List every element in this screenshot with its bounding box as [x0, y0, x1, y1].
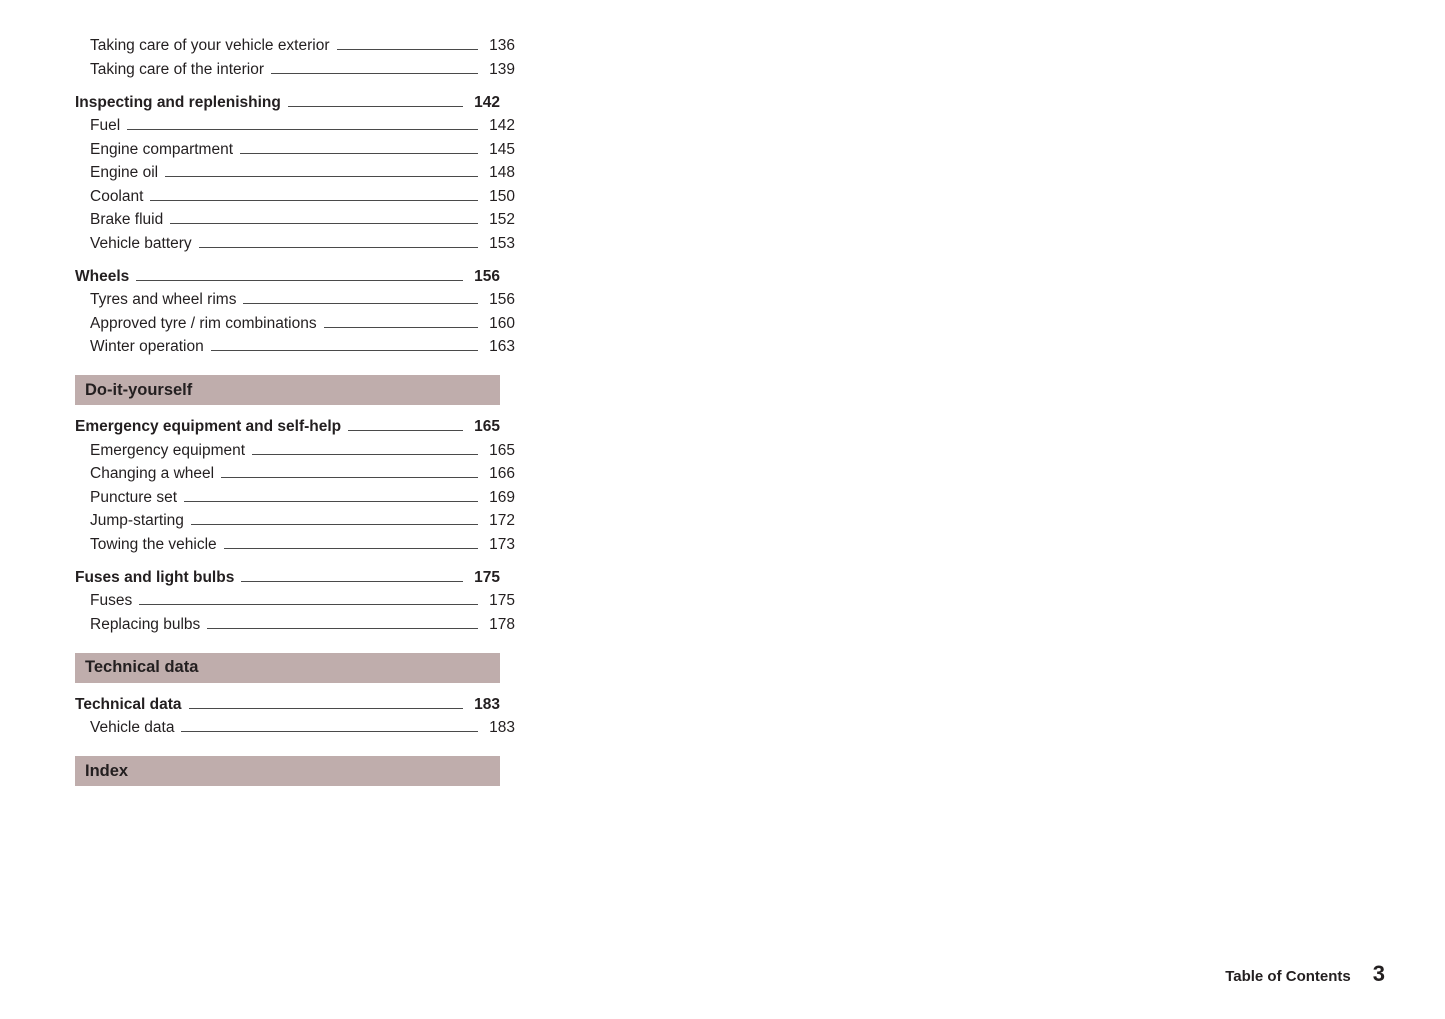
- leader-line: [191, 524, 478, 525]
- leader-line: [181, 731, 478, 732]
- leader-line: [139, 604, 478, 605]
- leader-line: [324, 327, 478, 328]
- toc-entry-page-number: 139: [489, 60, 515, 78]
- chapter-band: [75, 653, 500, 683]
- toc-sub-entry[interactable]: [75, 316, 515, 332]
- toc-entry-page-number: 165: [489, 441, 515, 459]
- chapter-band-label: Technical data: [85, 658, 199, 676]
- toc-sub-entry[interactable]: [75, 593, 515, 609]
- toc-sub-entry[interactable]: [75, 142, 515, 158]
- toc-entry-page-number: 142: [489, 117, 515, 134]
- toc-entry-label: Wheels: [75, 267, 130, 285]
- leader-line: [150, 200, 478, 201]
- toc-entry-page-number: 163: [489, 338, 515, 355]
- toc-entry-label: Inspecting and replenishing: [75, 93, 281, 111]
- chapter-band-label: Do-it-yourself: [85, 380, 193, 399]
- toc-sub-entry[interactable]: [75, 339, 515, 355]
- toc-entry-label: Vehicle data: [90, 719, 175, 736]
- toc-section-entry[interactable]: [75, 570, 500, 586]
- toc-sub-entry[interactable]: [75, 292, 515, 308]
- leader-line: [240, 153, 478, 154]
- toc-entry-label: Fuses and light bulbs: [75, 568, 235, 586]
- leader-line: [224, 548, 478, 549]
- toc-entry-label: Taking care of the interior: [90, 60, 265, 78]
- leader-line: [127, 129, 478, 130]
- leader-line: [252, 454, 478, 455]
- toc-entry-label: Engine oil: [90, 164, 159, 181]
- toc-entry-label: Towing the vehicle: [90, 535, 217, 553]
- toc-section-entry[interactable]: [75, 269, 500, 285]
- toc-entry-page-number: 183: [474, 695, 500, 713]
- chapter-band-label: Index: [85, 761, 129, 780]
- toc-entry-page-number: 145: [489, 140, 515, 158]
- toc-entry-label: Vehicle battery: [90, 234, 192, 252]
- toc-entry-page-number: 142: [474, 93, 500, 111]
- toc-sub-entry[interactable]: [75, 617, 515, 633]
- toc-sub-entry[interactable]: [75, 189, 515, 205]
- toc-section-entry[interactable]: [75, 697, 500, 713]
- leader-line: [165, 176, 478, 177]
- toc-sub-entry[interactable]: [75, 236, 515, 252]
- toc-entry-page-number: 156: [489, 291, 515, 308]
- toc-entry-page-number: 173: [489, 535, 515, 553]
- toc-sub-entry[interactable]: [75, 443, 515, 459]
- leader-line: [199, 247, 478, 248]
- toc-entry-page-number: 172: [489, 512, 515, 529]
- toc-entry-label: Brake fluid: [90, 211, 164, 228]
- leader-line: [337, 49, 478, 50]
- page-footer: [1225, 961, 1385, 987]
- footer-title: Table of Contents: [1225, 968, 1351, 985]
- toc-entry-page-number: 166: [489, 465, 515, 482]
- toc-entry-label: Emergency equipment and self-help: [75, 418, 342, 435]
- leader-line: [189, 708, 463, 709]
- toc-entry-label: Winter operation: [90, 338, 204, 355]
- toc-entry-page-number: 183: [489, 719, 515, 736]
- leader-line: [288, 106, 463, 107]
- toc-entry-page-number: 178: [489, 615, 515, 633]
- table-of-contents: [75, 37, 515, 790]
- leader-line: [184, 501, 478, 502]
- toc-sub-entry[interactable]: [75, 118, 515, 134]
- toc-entry-label: Emergency equipment: [90, 441, 246, 459]
- toc-entry-page-number: 153: [489, 234, 515, 252]
- toc-entry-label: Fuses: [90, 592, 133, 609]
- toc-entry-label: Tyres and wheel rims: [90, 291, 237, 308]
- toc-entry-label: Replacing bulbs: [90, 615, 201, 633]
- toc-entry-page-number: 150: [489, 187, 515, 205]
- chapter-band: [75, 756, 500, 786]
- toc-sub-entry[interactable]: [75, 490, 515, 506]
- toc-sub-entry[interactable]: [75, 212, 515, 228]
- leader-line: [207, 628, 478, 629]
- toc-sub-entry[interactable]: [75, 466, 515, 482]
- toc-sub-entry[interactable]: [75, 62, 515, 78]
- toc-sub-entry[interactable]: [75, 38, 515, 54]
- leader-line: [221, 477, 478, 478]
- leader-line: [271, 73, 478, 74]
- toc-section-entry[interactable]: [75, 95, 500, 111]
- toc-entry-label: Changing a wheel: [90, 465, 215, 482]
- toc-entry-page-number: 165: [474, 418, 500, 435]
- toc-entry-label: Approved tyre / rim combinations: [90, 314, 317, 332]
- toc-entry-page-number: 136: [489, 37, 515, 54]
- toc-section-entry[interactable]: [75, 419, 500, 435]
- toc-entry-label: Technical data: [75, 695, 182, 713]
- toc-entry-page-number: 175: [474, 568, 500, 586]
- toc-entry-label: Taking care of your vehicle exterior: [90, 37, 330, 54]
- toc-entry-page-number: 152: [489, 211, 515, 228]
- leader-line: [348, 430, 463, 431]
- toc-entry-label: Puncture set: [90, 488, 178, 506]
- toc-entry-page-number: 156: [474, 267, 500, 285]
- toc-entry-label: Coolant: [90, 187, 144, 205]
- footer-page-number: 3: [1372, 961, 1385, 986]
- toc-entry-page-number: 175: [489, 592, 515, 609]
- toc-sub-entry[interactable]: [75, 513, 515, 529]
- toc-entry-label: Jump-starting: [90, 512, 184, 529]
- leader-line: [170, 223, 478, 224]
- leader-line: [243, 303, 478, 304]
- toc-entry-label: Fuel: [90, 117, 121, 134]
- toc-sub-entry[interactable]: [75, 165, 515, 181]
- toc-sub-entry[interactable]: [75, 720, 515, 736]
- toc-entry-page-number: 148: [489, 164, 515, 181]
- leader-line: [136, 280, 463, 281]
- toc-entry-page-number: 169: [489, 488, 515, 506]
- toc-sub-entry[interactable]: [75, 537, 515, 553]
- toc-entry-page-number: 160: [489, 314, 515, 332]
- chapter-band: [75, 375, 500, 405]
- toc-entry-label: Engine compartment: [90, 140, 234, 158]
- leader-line: [211, 350, 478, 351]
- leader-line: [241, 581, 463, 582]
